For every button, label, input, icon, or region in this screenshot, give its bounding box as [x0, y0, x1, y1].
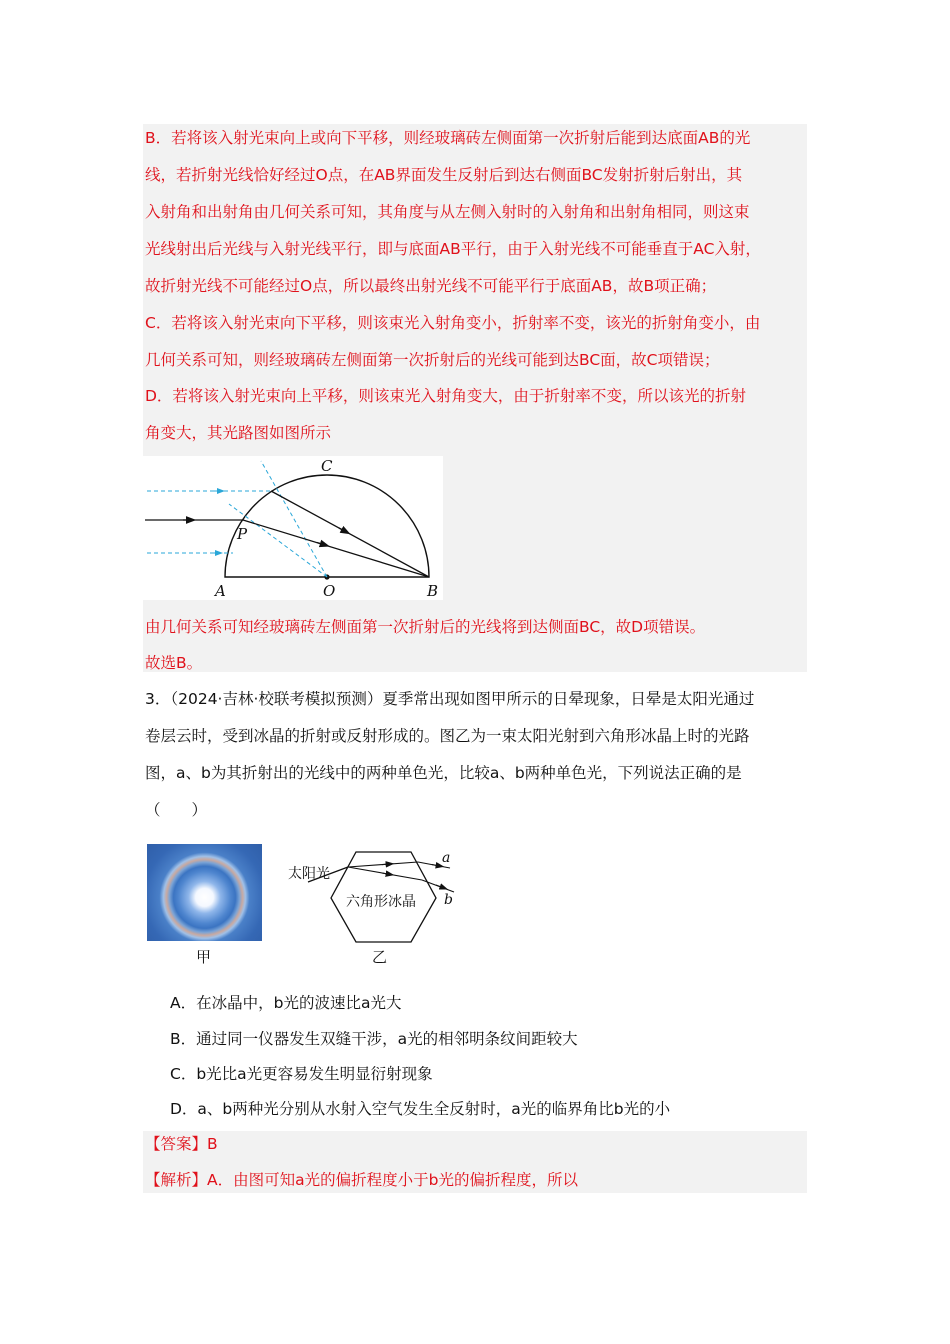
semicircle-outline	[225, 475, 429, 577]
option-b: B．通过同一仪器发生双缝干涉，a光的相邻明条纹间距较大	[170, 1030, 578, 1048]
label-ray-b: b	[444, 892, 453, 908]
refracted-ray-lower-arrow	[317, 543, 325, 546]
label-c: C	[321, 457, 333, 475]
solution-line-2: 线，若折射光线恰好经过O点，在AB界面发生反射后到达右侧面BC发射折射后射出，其	[145, 166, 743, 184]
solution-final-choice: 故选B。	[145, 654, 203, 672]
label-ray-a: a	[442, 850, 451, 866]
analysis-line	[145, 1170, 578, 1190]
label-b: B	[427, 582, 439, 600]
caption-jia: 甲	[196, 948, 212, 966]
inner-ray-a-arrow	[382, 864, 390, 865]
semicircle-optics-svg	[143, 456, 443, 600]
solution-line-1: B．若将该入射光束向上或向下平移，则经玻璃砖左侧面第一次折射后能到达底面AB的光	[145, 129, 751, 147]
question-line-4: （ ）	[145, 801, 208, 819]
solution-conclusion: 由几何关系可知经玻璃砖左侧面第一次折射后的光线将到达侧面BC，故D项错误。	[145, 618, 706, 636]
refracted-ray-upper	[271, 491, 429, 577]
solution-line-6: C．若将该入射光束向下平移，则该束光入射角变小，折射率不变，该光的折射角变小，由	[145, 314, 761, 332]
hexagon-crystal-svg	[286, 838, 466, 948]
question-line-1: 3．（2024·吉林·校联考模拟预测）夏季常出现如图甲所示的日晕现象，日晕是太阳光通过	[145, 690, 755, 708]
exit-ray-b-arrow	[436, 885, 444, 888]
solution-line-3: 入射角和出射角由几何关系可知，其角度与从左侧入射时的入射角和出射角相同，则这束	[145, 203, 750, 221]
answer-label: 【答案】	[145, 1135, 208, 1153]
exit-ray-a-arrow	[432, 865, 440, 866]
label-crystal: 六角形冰晶	[346, 894, 416, 910]
solution-line-5: 故折射光线不可能经过O点，所以最终出射光线不可能平行于底面AB，故B项正确；	[145, 277, 717, 295]
label-sunlight: 太阳光	[288, 866, 330, 882]
caption-yi: 乙	[372, 948, 388, 966]
question-line-2: 卷层云时，受到冰晶的折射或反射形成的。图乙为一束太阳光射到六角形冰晶上时的光路	[145, 727, 750, 745]
solution-line-7: 几何关系可知，则经玻璃砖左侧面第一次折射后的光线可能到达BC面，故C项错误；	[145, 351, 720, 369]
refracted-ray-lower	[243, 520, 429, 577]
solution-line-8: D．若将该入射光束向上平移，则该束光入射角变大，由于折射率不变，所以该光的折射	[145, 387, 746, 405]
question-line-3: 图，a、b为其折射出的光线中的两种单色光，比较a、b两种单色光，下列说法正确的是	[145, 764, 742, 782]
label-p: P	[237, 525, 248, 543]
analysis-label: 【解析】	[145, 1171, 208, 1189]
refracted-ray-upper-arrow	[339, 528, 346, 532]
option-c: C．b光比a光更容易发生明显衍射现象	[170, 1065, 433, 1083]
option-a: A．在冰晶中，b光的波速比a光大	[170, 994, 402, 1012]
sun-halo-photo	[147, 844, 262, 941]
solution-line-9: 角变大，其光路图如图所示	[145, 424, 332, 442]
solution-line-4: 光线射出后光线与入射光线平行，即与底面AB平行，由于入射光线不可能垂直于AC入射，	[145, 240, 761, 258]
label-a: A	[215, 582, 226, 600]
semicircle-optics-figure	[143, 456, 443, 600]
analysis-text: A．由图可知a光的偏折程度小于b光的偏折程度，所以	[207, 1171, 578, 1189]
answer-line	[145, 1134, 218, 1154]
option-d: D．a、b两种光分别从水射入空气发生全反射时，a光的临界角比b光的小	[170, 1100, 671, 1118]
inner-ray-b-arrow	[382, 873, 390, 874]
answer-value: B	[207, 1135, 218, 1153]
hexagon-crystal-figure	[286, 838, 466, 948]
normal-line-1	[261, 461, 327, 577]
label-o: O	[323, 582, 336, 600]
